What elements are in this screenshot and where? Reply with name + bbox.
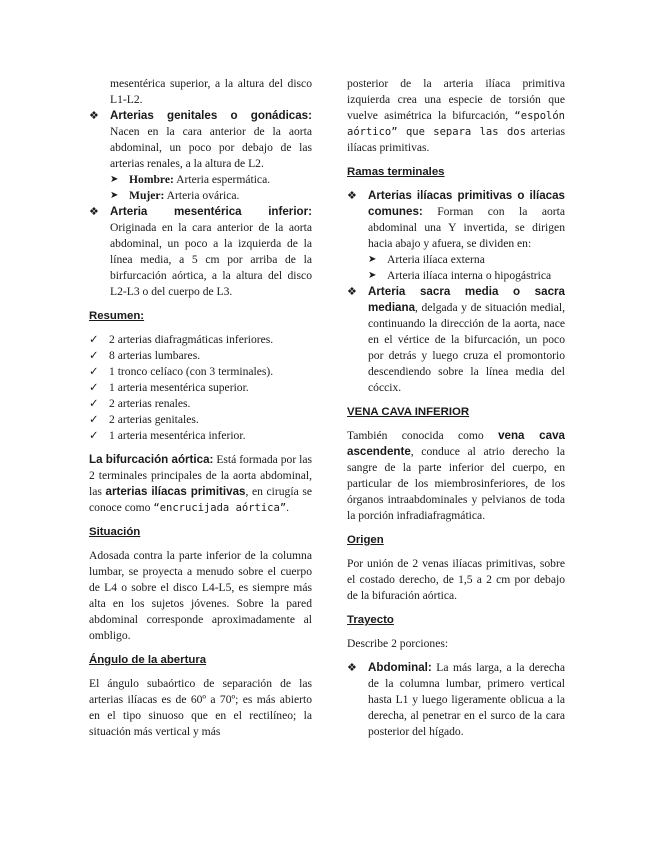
origen-heading: Origen bbox=[347, 534, 384, 546]
mesenterica-title: Arteria mesentérica inferior: bbox=[110, 205, 312, 218]
sacra-title: Arteria sacra media o sacra mediana bbox=[368, 285, 565, 314]
abdominal-text: La más larga, a la derecha de la columna lumbar, primero vertical hasta L1 y luego ligeramente oblicua a la derecha, al penetrar en el surco de la cara posterior del hígado. bbox=[368, 661, 565, 738]
genitales-title: Arterias genitales o gonádicas: bbox=[110, 109, 312, 122]
mesenterica-title-line bbox=[110, 204, 312, 220]
mesenterica-text: Originada en la cara anterior de la aorta abdominal, un poco a la izquierda de la línea media, a 5 cm por arriba de la birfurcación aórtica, a la altura del disco L2-L3 o del cuerpo de L3. bbox=[110, 221, 312, 298]
resumen-heading: Resumen: bbox=[89, 310, 145, 322]
check-icon: ✓ bbox=[89, 397, 99, 410]
list-item: ✓ 1 arteria mesentérica inferior. bbox=[89, 429, 246, 442]
iliacas-item bbox=[347, 188, 565, 252]
diamond-bullet-icon: ❖ bbox=[347, 286, 357, 298]
mujer-label: Mujer: bbox=[129, 189, 165, 202]
hombre-text: Arteria espermática. bbox=[176, 173, 271, 186]
diamond-bullet-icon: ❖ bbox=[89, 110, 99, 122]
trayecto-heading: Trayecto bbox=[347, 614, 394, 626]
left-column bbox=[89, 76, 312, 740]
mesenterica-inferior-item bbox=[89, 204, 312, 300]
iliaca-externa-item: ➤ Arteria ilíaca externa bbox=[368, 253, 485, 266]
abdominal-item bbox=[347, 660, 565, 740]
espolon-paragraph: posterior de la arteria ilíaca primitiva izquierda crea una especie de torsión que vuelve asimétrica la bifurcación, “espolón aórtico” que separa las dos arterias ilíacas primitivas. bbox=[347, 77, 566, 154]
hombre-item bbox=[89, 172, 312, 188]
genitales-item bbox=[89, 108, 312, 172]
situacion-heading: Situación bbox=[89, 526, 141, 538]
resumen-list bbox=[89, 332, 312, 444]
list-item: ✓ 1 tronco celíaco (con 3 terminales). bbox=[89, 365, 274, 378]
continuation-text: mesentérica superior, a la altura del disco L1-L2. bbox=[110, 77, 312, 106]
angulo-heading: Ángulo de la abertura bbox=[89, 654, 207, 666]
abdominal-label: Abdominal: bbox=[368, 661, 432, 674]
diamond-bullet-icon: ❖ bbox=[347, 190, 357, 202]
check-icon: ✓ bbox=[89, 349, 99, 362]
ramas-heading: Ramas terminales bbox=[347, 166, 445, 178]
iliacas-text: Forman con la aorta abdominal una Y invertida, se dirigen hacia abajo y afuera, se dividen en: bbox=[368, 205, 565, 250]
check-icon: ✓ bbox=[89, 381, 99, 394]
right-column bbox=[347, 76, 565, 740]
diamond-bullet-icon: ❖ bbox=[347, 662, 357, 674]
bifurcacion-paragraph: La bifurcación aórtica: Está formada por las 2 terminales principales de la aorta abdominal, las arterias ilíacas primitivas, en cirugía se conoce como “encrucijada aórtica”. bbox=[89, 453, 312, 514]
sacra-item bbox=[347, 284, 565, 396]
check-icon: ✓ bbox=[89, 365, 99, 378]
list-item: ✓ 2 arterias genitales. bbox=[89, 413, 199, 426]
genitales-text: Nacen en la cara anterior de la aorta abdominal, un poco por debajo de las arterias renales, a la altura de L2. bbox=[110, 125, 312, 170]
arrow-bullet-icon: ➤ bbox=[368, 254, 377, 265]
arrow-bullet-icon: ➤ bbox=[110, 174, 119, 185]
origen-text: Por unión de 2 venas ilíacas primitivas, sobre el costado derecho, de 1,5 a 2 cm por debajo de la bifuración aórtica. bbox=[347, 557, 565, 602]
list-item: ✓ 8 arterias lumbares. bbox=[89, 349, 201, 362]
trayecto-text: Describe 2 porciones: bbox=[347, 637, 449, 650]
hombre-label: Hombre: bbox=[129, 173, 174, 186]
situacion-text: Adosada contra la parte inferior de la columna lumbar, se proyecta a menudo sobre el cuerpo de L4 o sobre el disco L4-L5, es siempre más alta en los sujetos jóvenes. Sobre la pared abdominal corresponde aproximadamente al ombligo. bbox=[89, 549, 312, 642]
vena-cava-heading: VENA CAVA INFERIOR bbox=[347, 406, 470, 418]
list-item: ✓ 2 arterias renales. bbox=[89, 397, 191, 410]
sacra-text: , delgada y de situación medial, continuando la dirección de la aorta, nace en el vértice de la bifurcación, un poco por detrás y luego cruza el promontorio descendiendo sobre la línea media del cóccix. bbox=[368, 301, 565, 394]
check-icon: ✓ bbox=[89, 413, 99, 426]
vena-cava-paragraph: También conocida como vena cava ascendente, conduce al atrio derecho la sangre de la parte inferior del cuerpo, en particular de los miembrosinferiores, de los órganos intraabdominales y pelvianos de toda la porción infradiafragmática. bbox=[347, 429, 565, 522]
bifurcacion-label: La bifurcación aórtica: bbox=[89, 453, 214, 466]
mujer-item bbox=[89, 188, 312, 204]
iliaca-interna-item: ➤ Arteria ilíaca interna o hipogástrica bbox=[368, 269, 552, 282]
diamond-bullet-icon: ❖ bbox=[89, 206, 99, 218]
check-icon: ✓ bbox=[89, 333, 99, 346]
iliacas-title: Arterias ilíacas primitivas o ilíacas comunes: bbox=[368, 189, 565, 218]
check-icon: ✓ bbox=[89, 429, 99, 442]
arrow-bullet-icon: ➤ bbox=[368, 270, 377, 281]
angulo-text: El ángulo subaórtico de separación de las arterias ilíacas es de 60º a 70º; es más abierto en el tipo sinuoso que en el rectilíneo; la situación más vertical y más bbox=[89, 677, 312, 738]
arrow-bullet-icon: ➤ bbox=[110, 190, 119, 201]
mujer-text: Arteria ovárica. bbox=[166, 189, 240, 202]
list-item: ✓ 1 arteria mesentérica superior. bbox=[89, 381, 249, 394]
list-item: ✓ 2 arterias diafragmáticas inferiores. bbox=[89, 333, 274, 346]
